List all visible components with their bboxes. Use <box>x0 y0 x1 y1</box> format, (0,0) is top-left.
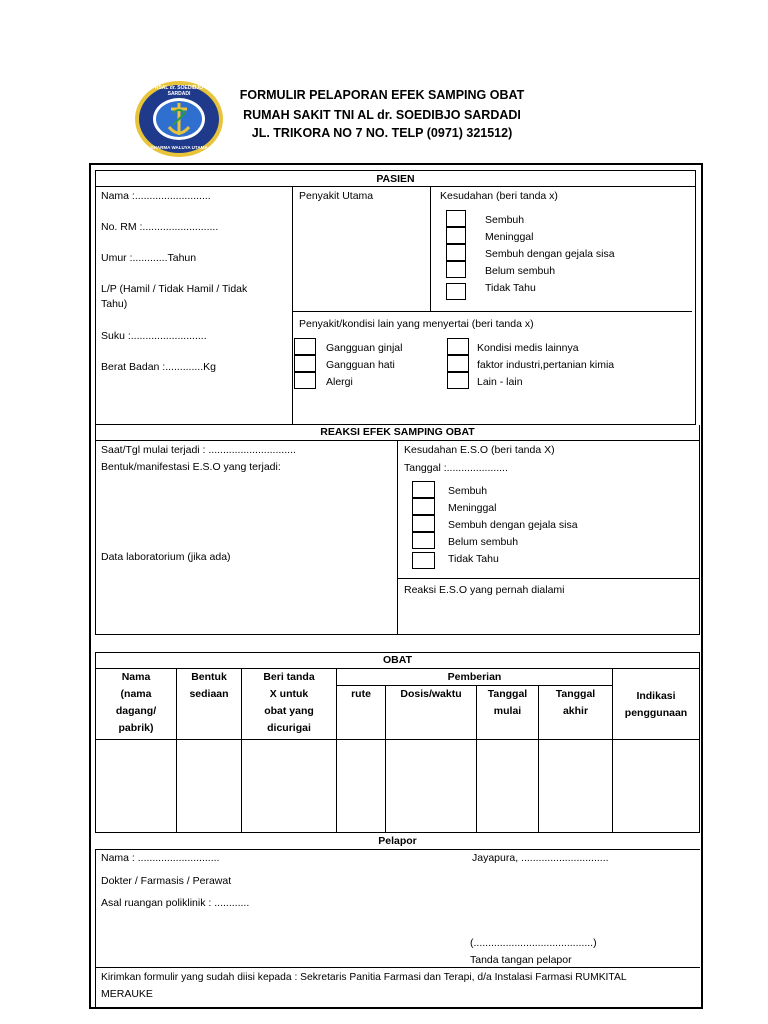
obat-title: OBAT <box>383 654 412 666</box>
col-header-pemberian: Pemberian <box>447 671 502 683</box>
obat-col-8 <box>699 652 700 833</box>
pasien-row-divider <box>292 311 692 312</box>
reaksi-title: REAKSI EFEK SAMPING OBAT <box>320 426 475 438</box>
hospital-logo <box>133 79 225 159</box>
kondisi-checkbox-ginjal[interactable] <box>294 338 316 355</box>
pelapor-box-left <box>95 849 96 1007</box>
bentuk-manifestasi-field[interactable]: Bentuk/manifestasi E.S.O yang terjadi: <box>101 461 281 473</box>
kesudahan-checkbox-belum-sembuh[interactable] <box>446 261 466 278</box>
reaksi-row-divider <box>397 578 699 579</box>
col-header-rute: rute <box>351 688 371 700</box>
obat-box-top <box>95 652 700 653</box>
eso-option: Tidak Tahu <box>448 553 499 565</box>
pelapor-title-line <box>95 849 700 850</box>
col-header-bentuk: Bentuk sediaan <box>189 671 229 700</box>
reaksi-col-divider <box>397 440 398 634</box>
pasien-box-right <box>695 170 696 425</box>
eso-checkbox-gejala-sisa[interactable] <box>412 515 435 532</box>
eso-checkbox-tidak-tahu[interactable] <box>412 552 435 569</box>
kesudahan-option: Tidak Tahu <box>485 282 536 294</box>
eso-option: Sembuh <box>448 485 488 497</box>
kesudahan-option: Belum sembuh <box>485 265 556 277</box>
kondisi-option: Kondisi medis lainnya <box>477 342 579 354</box>
reaksi-pernah-field[interactable]: Reaksi E.S.O yang pernah dialami <box>404 584 565 596</box>
berat-badan-field[interactable]: Berat Badan :.............Kg <box>101 361 216 373</box>
col-header-mulai: Tanggal mulai <box>487 688 528 717</box>
kondisi-option: Gangguan hati <box>326 359 395 371</box>
outer-right <box>701 163 703 1009</box>
no-rm-field[interactable]: No. RM :.......................... <box>101 221 219 233</box>
col-header-tanda: Beri tanda X untuk obat yang dicurigai <box>263 671 315 734</box>
reaksi-box-left <box>95 425 96 634</box>
obat-col-4 <box>385 685 386 833</box>
kesudahan-option: Meninggal <box>485 231 534 243</box>
kirim-instruction: Kirimkan formulir yang sudah diisi kepada : Sekretaris Panitia Farmasi dan Terapi, d/a Instalasi Farmasi RUMKITAL <box>101 972 627 983</box>
kondisi-checkbox-medis-lain[interactable] <box>447 338 469 355</box>
pasien-col-divider <box>292 186 293 424</box>
kesudahan-eso-title: Kesudahan E.S.O (beri tanda X) <box>404 444 555 456</box>
kondisi-checkbox-hati[interactable] <box>294 355 316 372</box>
col-header-nama: Nama (nama dagang/ pabrik) <box>115 671 157 734</box>
kesudahan-checkbox-sembuh[interactable] <box>446 210 466 227</box>
kondisi-option: Alergi <box>326 376 353 388</box>
nama-field[interactable]: Nama :.......................... <box>101 190 211 202</box>
data-laboratorium-field[interactable]: Data laboratorium (jika ada) <box>101 551 231 563</box>
signature-label: Tanda tangan pelapor <box>470 954 572 966</box>
signature-field[interactable]: (.........................................) <box>470 937 597 949</box>
lp-field[interactable]: L/P (Hamil / Tidak Hamil / Tidak <box>101 283 248 295</box>
pasien-box-bottom <box>95 424 696 425</box>
kesudahan-checkbox-tidak-tahu[interactable] <box>446 283 466 300</box>
kondisi-checkbox-lain-lain[interactable] <box>447 372 469 389</box>
outer-bottom <box>89 1007 703 1009</box>
kondisi-checkbox-industri[interactable] <box>447 355 469 372</box>
kesudahan-option: Sembuh <box>485 214 525 226</box>
pasien-box-top <box>95 170 696 171</box>
eso-checkbox-sembuh[interactable] <box>412 481 435 498</box>
kesudahan-title: Kesudahan (beri tanda x) <box>440 190 558 202</box>
lp-field-cont: Tahu) <box>101 298 128 310</box>
pelapor-nama-field[interactable]: Nama : ............................ <box>101 852 220 864</box>
pelapor-tempat-tanggal-field[interactable]: Jayapura, .............................. <box>472 852 609 864</box>
pelapor-row-divider <box>95 967 700 968</box>
kondisi-option: Gangguan ginjal <box>326 342 403 354</box>
eso-option: Sembuh dengan gejala sisa <box>448 519 578 531</box>
pelapor-title: Pelapor <box>378 835 417 847</box>
kesudahan-option: Sembuh dengan gejala sisa <box>485 248 615 260</box>
obat-box-bottom <box>95 832 700 833</box>
eso-option: Belum sembuh <box>448 536 519 548</box>
kondisi-option: Lain - lain <box>477 376 523 388</box>
kondisi-title: Penyakit/kondisi lain yang menyertai (beri tanda x) <box>299 318 534 330</box>
pasien-title: PASIEN <box>376 173 415 185</box>
hospital-name: RUMAH SAKIT TNI AL dr. SOEDIBJO SARDADI <box>243 108 521 122</box>
suku-field[interactable]: Suku :.......................... <box>101 330 207 342</box>
kesudahan-checkbox-gejala-sisa[interactable] <box>446 244 466 261</box>
eso-checkbox-belum-sembuh[interactable] <box>412 532 435 549</box>
eso-option: Meninggal <box>448 502 497 514</box>
umur-field[interactable]: Umur :............Tahun <box>101 252 197 264</box>
pelapor-profesi: Dokter / Farmasis / Perawat <box>101 875 232 887</box>
reaksi-box-bottom <box>95 634 700 635</box>
form-title: FORMULIR PELAPORAN EFEK SAMPING OBAT <box>239 88 525 102</box>
asal-ruangan-field[interactable]: Asal ruangan poliklinik : ............ <box>101 897 250 909</box>
pasien-col-divider-2 <box>430 186 431 311</box>
logo-text-bottom: DHARMA WALUYA UTAMA <box>150 145 208 150</box>
kondisi-option: faktor industri,pertanian kimia <box>477 359 615 371</box>
logo-text-top: RSAL dr. SOEDIBJO SARDADI <box>154 85 204 97</box>
kesudahan-checkbox-meninggal[interactable] <box>446 227 466 244</box>
col-header-akhir: Tanggal akhir <box>555 688 596 717</box>
obat-header-bottom <box>95 739 700 740</box>
hospital-address: JL. TRIKORA NO 7 NO. TELP (0971) 321512) <box>251 126 513 140</box>
kondisi-checkbox-alergi[interactable] <box>294 372 316 389</box>
outer-left <box>89 163 91 1009</box>
pasien-title-line <box>95 186 696 187</box>
outer-top <box>89 163 703 165</box>
col-header-indikasi: Indikasi penggunaan <box>624 690 688 719</box>
col-header-dosis: Dosis/waktu <box>400 688 462 700</box>
penyakit-utama-label: Penyakit Utama <box>299 190 374 202</box>
pasien-box-left <box>95 170 96 425</box>
reaksi-box-right <box>699 425 700 634</box>
saat-mulai-field[interactable]: Saat/Tgl mulai terjadi : .............................. <box>101 444 296 456</box>
tanggal-eso-field[interactable]: Tanggal :..................... <box>404 462 508 474</box>
eso-checkbox-meninggal[interactable] <box>412 498 435 515</box>
kirim-instruction-cont: MERAUKE <box>101 988 153 1000</box>
